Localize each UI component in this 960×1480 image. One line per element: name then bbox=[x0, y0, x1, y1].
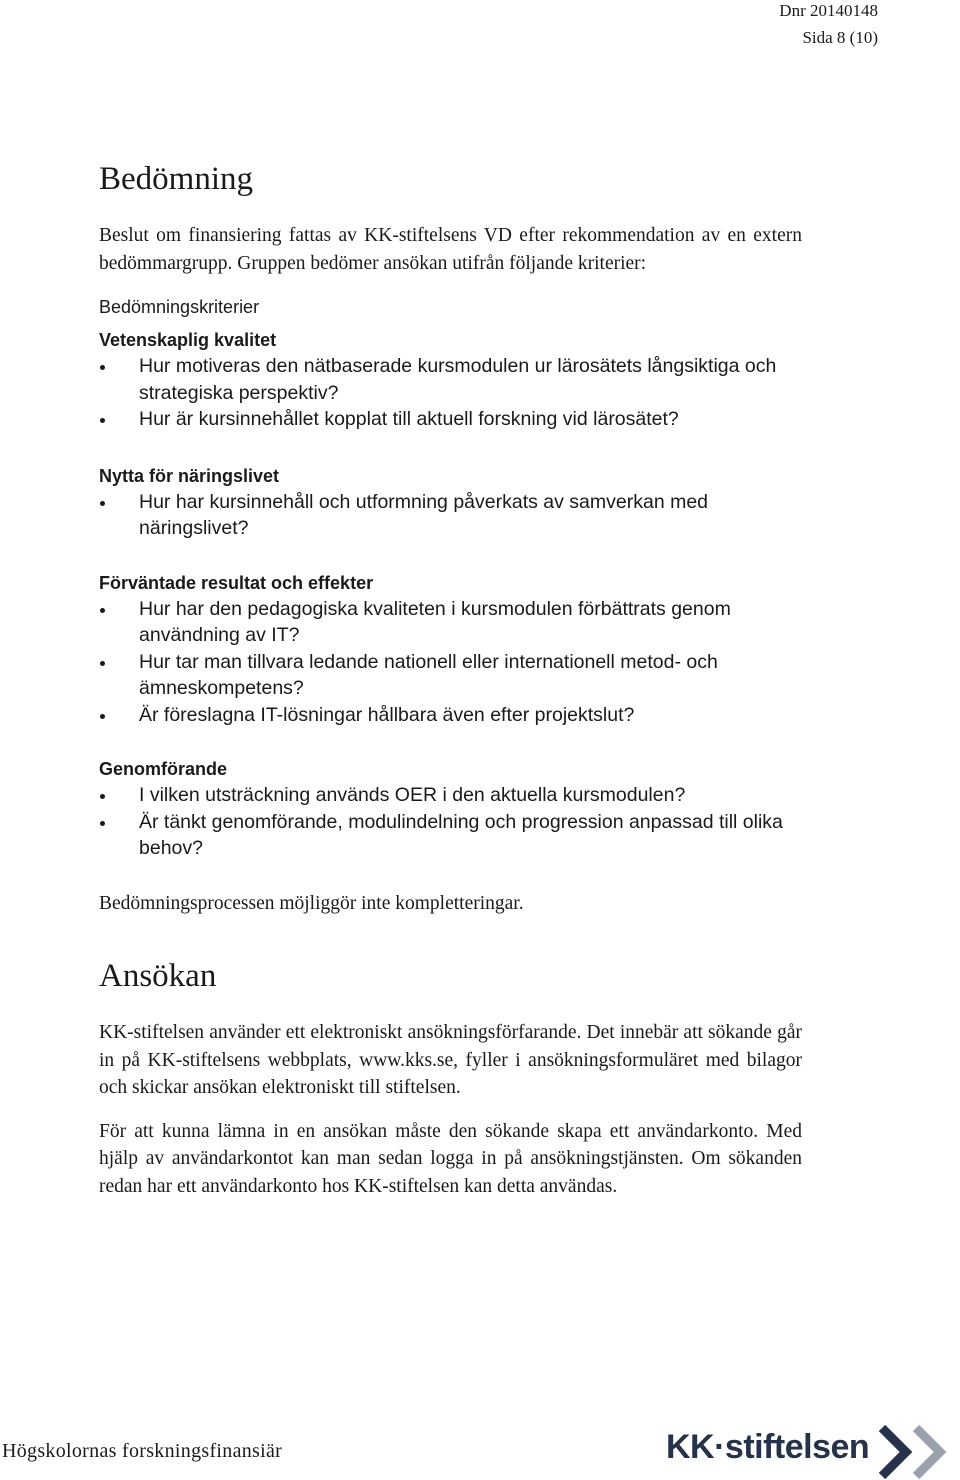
criteria-group-vetenskaplig bbox=[99, 327, 802, 433]
section-title-bedomning: Bedömning bbox=[99, 161, 253, 197]
ansokan-paragraph-2: För att kunna lämna in en ansökan måste den sökande skapa ett användarkonto. Med hjälp av användarkontot kan man sedan logga in på ansökningstjänsten. Om sökanden redan har ett användarkonto hos KK-stiftelsen kan detta användas. bbox=[99, 1120, 802, 1197]
ansokan-paragraph-1: KK-stiftelsen använder ett elektroniskt ansökningsförfarande. Det innebär att sökande går in på KK-stiftelsens webbplats, www.kks.se, fyller i ansökningsformuläret med bilagor och skickar ansökan elektroniskt till stiftelsen. bbox=[99, 1022, 802, 1098]
bullet-icon bbox=[100, 714, 105, 719]
criteria-item: Är tänkt genomförande, modulindelning och progression anpassad till olika behov? bbox=[99, 809, 802, 862]
criteria-heading: Vetenskaplig kvalitet bbox=[99, 330, 277, 350]
criteria-group-forvantade bbox=[99, 570, 802, 729]
criteria-heading: Nytta för näringslivet bbox=[99, 465, 280, 486]
criteria-item: I vilken utsträckning används OER i den aktuella kursmodulen? bbox=[99, 782, 802, 809]
chevron-logo-icon bbox=[876, 1424, 960, 1480]
kk-stiftelsen-logo bbox=[666, 1424, 960, 1480]
bullet-icon bbox=[100, 608, 105, 613]
criteria-item: Hur har den pedagogiska kvaliteten i kursmodulen förbättrats genom användning av IT? bbox=[99, 596, 802, 649]
bullet-icon bbox=[100, 794, 105, 799]
criteria-heading: Genomförande bbox=[99, 759, 228, 779]
page-number: Sida 8 (10) bbox=[802, 28, 878, 47]
bedomning-intro: Beslut om finansiering fattas av KK-stiftelsens VD efter rekommendation av en extern bedömmargrupp. Gruppen bedömer ansökan utifrån följande kriterier: bbox=[99, 225, 802, 274]
section-title-ansokan: Ansökan bbox=[99, 958, 217, 994]
criteria-title: Bedömningskriterier bbox=[99, 297, 260, 317]
bullet-icon bbox=[100, 501, 105, 506]
bullet-icon bbox=[100, 661, 105, 666]
bullet-icon bbox=[100, 365, 105, 370]
logo-wordmark: KK·stiftelsen bbox=[666, 1428, 870, 1466]
page-header bbox=[779, 0, 878, 51]
criteria-item: Är föreslagna IT-lösningar hållbara även efter projektslut? bbox=[99, 702, 802, 729]
criteria-group-genomforande bbox=[99, 756, 802, 862]
criteria-item: Hur är kursinnehållet kopplat till aktuell forskning vid lärosätet? bbox=[99, 406, 802, 433]
bullet-icon bbox=[100, 418, 105, 423]
criteria-item: Hur tar man tillvara ledande nationell eller internationell metod- och ämneskompetens? bbox=[99, 649, 802, 702]
criteria-item: Hur motiveras den nätbaserade kursmodulen ur lärosätets långsiktiga och strategiska perspektiv? bbox=[99, 353, 802, 406]
criteria-item: Hur har kursinnehåll och utformning påverkats av samverkan med näringslivet? bbox=[99, 489, 802, 542]
criteria-group-nytta bbox=[99, 463, 802, 542]
footer-tagline: Högskolornas forskningsfinansiär bbox=[2, 1440, 283, 1462]
bullet-icon bbox=[100, 821, 105, 826]
criteria-heading: Förväntade resultat och effekter bbox=[99, 572, 374, 593]
document-number: Dnr 20140148 bbox=[779, 1, 878, 20]
document-body bbox=[99, 150, 802, 1200]
process-note: Bedömningsprocessen möjliggör inte kompletteringar. bbox=[99, 892, 524, 914]
